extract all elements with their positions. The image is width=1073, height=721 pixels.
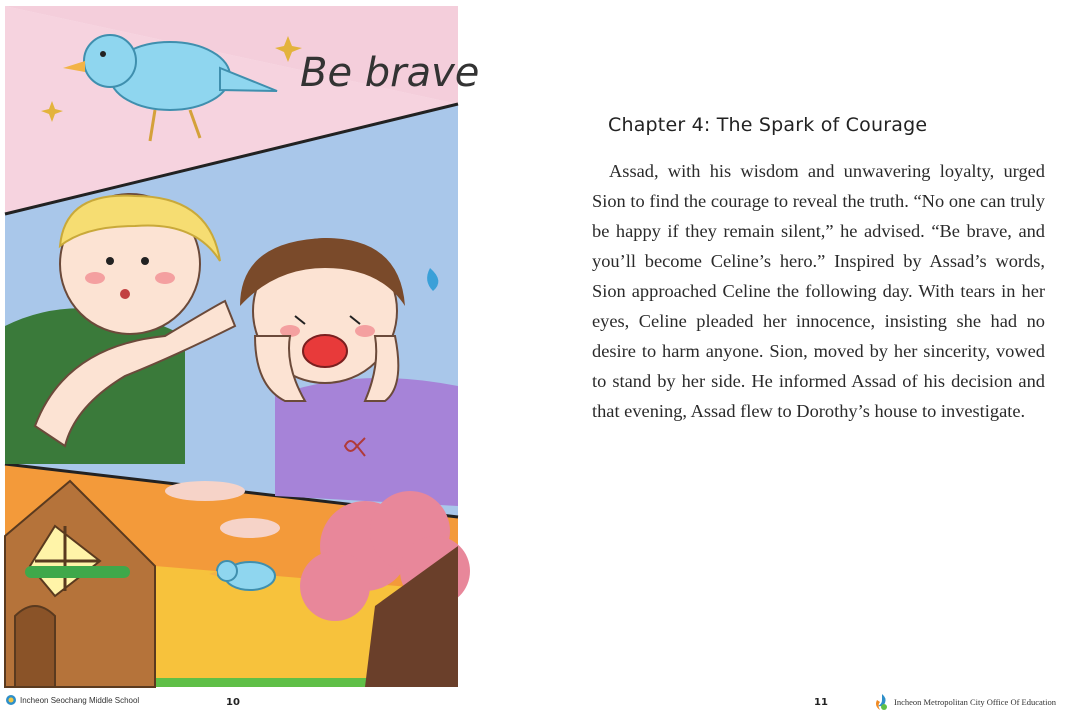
left-page [0,0,536,721]
footer-school [6,695,139,705]
office-name: Incheon Metropolitan City Office Of Education [894,697,1057,707]
school-name: Incheon Seochang Middle School [20,695,140,705]
chapter-body-text: Assad, with his wisdom and unwavering loyalty, urged Sion to find the courage to reveal the truth. “No one can truly be happy if they remain silent,” he advised. “Be brave, and you’ll become Celine’s hero.” Inspired by Assad’s words, Sion approached Celine the following day. With tears in her eyes, Celine pleaded her innocence, insisting she had no desire to harm anyone. Sion, moved by her sincerity, vowed to stand by her side. He informed Assad of his decision and that evening, Assad flew to Dorothy’s house to investigate. [592,161,1045,421]
story-illustration [5,6,480,687]
school-logo-icon [6,695,16,705]
page-number-left: 10 [226,697,240,708]
page-number-right: 11 [814,697,828,708]
footer-office [874,693,1056,711]
chapter-title: Chapter 4: The Spark of Courage [608,114,928,136]
office-logo-icon [874,693,890,711]
be-brave-handwriting: Be brave [300,50,480,96]
